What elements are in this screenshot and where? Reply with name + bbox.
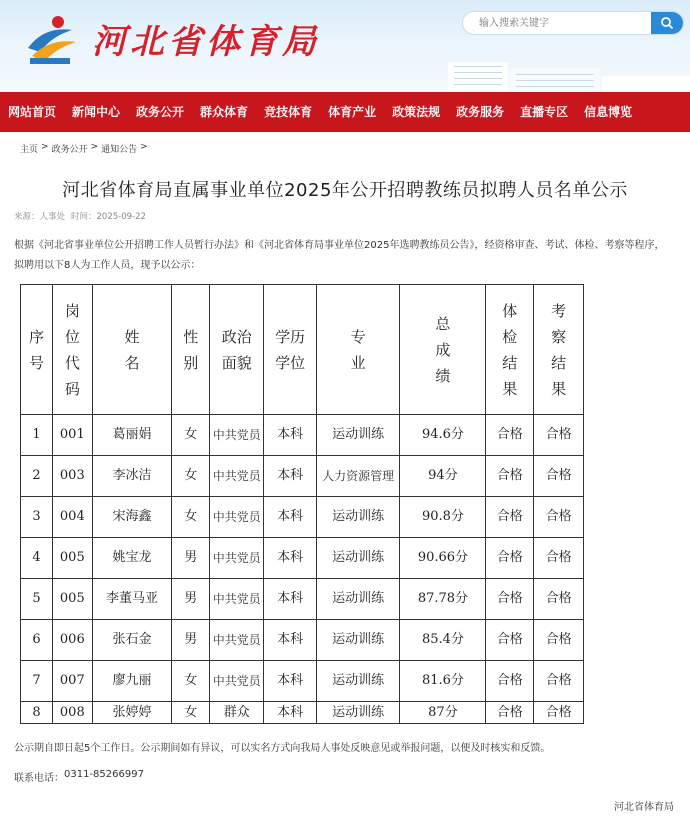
contact-label: 联系电话： (14, 773, 64, 784)
cell-total-score: 94.6分 (400, 415, 486, 456)
cell-name: 姚宝龙 (92, 538, 172, 579)
publicity-notice: 公示期自即日起5个工作日。公示期间如有异议，可以实名方式向我局人事处反映意见或举报问题，以便及时核实和反馈。 (14, 743, 551, 754)
cell-post-code: 005 (53, 538, 93, 579)
article-meta (14, 210, 146, 222)
cell-political-status: 中共党员 (210, 538, 264, 579)
cell-education: 本科 (264, 661, 316, 702)
search-input[interactable] (463, 12, 651, 34)
header-label: 总成绩 (435, 314, 451, 385)
breadcrumb-separator: > (140, 142, 148, 152)
cell-gender: 女 (172, 661, 210, 702)
cell-inspection-result: 合格 (534, 702, 584, 724)
cell-inspection-result: 合格 (534, 538, 584, 579)
cell-post-code: 007 (53, 661, 93, 702)
cell-post-code: 001 (53, 415, 93, 456)
cell-inspection-result: 合格 (534, 456, 584, 497)
cell-name: 葛丽娟 (92, 415, 172, 456)
header-cell (210, 285, 264, 415)
cell-education: 本科 (264, 579, 316, 620)
cell-inspection-result: 合格 (534, 661, 584, 702)
cell-inspection-result: 合格 (534, 620, 584, 661)
nav-item-competitive-sports[interactable]: 竞技体育 (264, 105, 313, 119)
cell-index: 4 (21, 538, 53, 579)
contact-line (14, 769, 144, 784)
cell-physical-result: 合格 (486, 456, 534, 497)
search-icon (660, 16, 674, 30)
cell-name: 廖九丽 (92, 661, 172, 702)
breadcrumb-gov-affairs[interactable]: 政务公开 (51, 145, 88, 155)
cell-major: 运动训练 (316, 579, 400, 620)
cell-post-code: 005 (53, 579, 93, 620)
nav-item-info[interactable]: 信息博览 (584, 105, 633, 119)
cell-education: 本科 (264, 415, 316, 456)
nav-item-gov-affairs[interactable]: 政务公开 (136, 105, 185, 119)
header-buildings-image (430, 48, 690, 92)
cell-major: 运动训练 (316, 702, 400, 724)
header-label: 序号 (29, 327, 45, 372)
cell-index: 7 (21, 661, 53, 702)
breadcrumb-notices[interactable]: 通知公告 (101, 145, 138, 155)
cell-physical-result: 合格 (486, 702, 534, 724)
site-logo-icon[interactable] (22, 8, 82, 68)
cell-post-code: 008 (53, 702, 93, 724)
cell-index: 8 (21, 702, 53, 724)
table-row (21, 497, 584, 538)
breadcrumb (20, 142, 148, 155)
cell-physical-result: 合格 (486, 620, 534, 661)
table-row (21, 579, 584, 620)
header-label: 考察结果 (551, 301, 567, 398)
search-button[interactable] (651, 12, 683, 34)
cell-total-score: 81.6分 (400, 661, 486, 702)
header-label: 学历学位 (275, 327, 306, 372)
header-cell (21, 285, 53, 415)
header-cell (92, 285, 172, 415)
cell-name: 张石金 (92, 620, 172, 661)
breadcrumb-home[interactable]: 主页 (20, 145, 39, 155)
header-label: 体检结果 (502, 301, 518, 398)
search-box (462, 11, 684, 35)
cell-post-code: 004 (53, 497, 93, 538)
header-label: 岗位代码 (64, 301, 80, 398)
cell-name: 李董马亚 (92, 579, 172, 620)
site-title[interactable]: 河北省体育局 (92, 22, 320, 62)
cell-gender: 女 (172, 702, 210, 724)
cell-education: 本科 (264, 620, 316, 661)
breadcrumb-separator: > (90, 142, 99, 152)
cell-total-score: 85.4分 (400, 620, 486, 661)
nav-item-live[interactable]: 直播专区 (520, 105, 569, 119)
cell-index: 1 (21, 415, 53, 456)
cell-name: 张婷婷 (92, 702, 172, 724)
cell-gender: 男 (172, 579, 210, 620)
table-row (21, 538, 584, 579)
cell-physical-result: 合格 (486, 415, 534, 456)
header-cell (534, 285, 584, 415)
cell-physical-result: 合格 (486, 497, 534, 538)
cell-major: 运动训练 (316, 415, 400, 456)
nav-item-home[interactable]: 网站首页 (8, 105, 57, 119)
cell-gender: 男 (172, 620, 210, 661)
table-row (21, 702, 584, 724)
cell-post-code: 003 (53, 456, 93, 497)
cell-gender: 女 (172, 456, 210, 497)
cell-education: 本科 (264, 702, 316, 724)
cell-total-score: 87.78分 (400, 579, 486, 620)
cell-physical-result: 合格 (486, 661, 534, 702)
cell-inspection-result: 合格 (534, 579, 584, 620)
cell-total-score: 90.66分 (400, 538, 486, 579)
cell-gender: 女 (172, 497, 210, 538)
nav-item-services[interactable]: 政务服务 (456, 105, 505, 119)
cell-total-score: 87分 (400, 702, 486, 724)
issuer-signature: 河北省体育局 (614, 802, 674, 813)
cell-index: 5 (21, 579, 53, 620)
table-row (21, 415, 584, 456)
cell-index: 2 (21, 456, 53, 497)
contact-phone: 0311-85266997 (64, 769, 144, 780)
cell-political-status: 中共党员 (210, 661, 264, 702)
cell-inspection-result: 合格 (534, 415, 584, 456)
article-intro: 根据《河北省事业单位公开招聘工作人员暂行办法》和《河北省体育局事业单位2025年选聘教练员公告》，经资格审查、考试、体检、考察等程序，拟聘用以下8人为工作人员，现予以公示： (14, 240, 665, 271)
table-row (21, 620, 584, 661)
cell-total-score: 94分 (400, 456, 486, 497)
cell-gender: 男 (172, 538, 210, 579)
cell-index: 3 (21, 497, 53, 538)
nav-item-mass-sports[interactable]: 群众体育 (200, 105, 249, 119)
site-header (0, 0, 690, 92)
header-cell (486, 285, 534, 415)
nav-item-sports-industry[interactable]: 体育产业 (328, 105, 377, 119)
table-row (21, 661, 584, 702)
cell-major: 人力资源管理 (316, 456, 400, 497)
cell-political-status: 中共党员 (210, 579, 264, 620)
cell-major: 运动训练 (316, 620, 400, 661)
cell-political-status: 中共党员 (210, 456, 264, 497)
cell-physical-result: 合格 (486, 538, 534, 579)
cell-major: 运动训练 (316, 538, 400, 579)
cell-name: 宋海鑫 (92, 497, 172, 538)
header-cell (172, 285, 210, 415)
cell-political-status: 中共党员 (210, 415, 264, 456)
table-header-row (21, 285, 584, 415)
cell-political-status: 群众 (210, 702, 264, 724)
cell-education: 本科 (264, 538, 316, 579)
header-cell (264, 285, 316, 415)
nav-item-news[interactable]: 新闻中心 (72, 105, 121, 119)
header-label: 专业 (350, 327, 366, 372)
article-time: 时间：2025-09-22 (71, 212, 146, 222)
header-cell (316, 285, 400, 415)
cell-inspection-result: 合格 (534, 497, 584, 538)
candidate-table (20, 284, 584, 724)
cell-education: 本科 (264, 456, 316, 497)
header-label: 政治面貌 (221, 327, 252, 372)
article-source: 来源：人事处 (14, 212, 66, 222)
cell-education: 本科 (264, 497, 316, 538)
header-label: 姓名 (124, 327, 140, 372)
cell-major: 运动训练 (316, 497, 400, 538)
nav-item-policies[interactable]: 政策法规 (392, 105, 441, 119)
cell-political-status: 中共党员 (210, 620, 264, 661)
cell-physical-result: 合格 (486, 579, 534, 620)
main-nav (0, 92, 690, 132)
cell-name: 李冰洁 (92, 456, 172, 497)
header-label: 性别 (183, 327, 199, 372)
breadcrumb-separator: > (41, 142, 49, 152)
header-cell (53, 285, 93, 415)
header-cell (400, 285, 486, 415)
cell-political-status: 中共党员 (210, 497, 264, 538)
table-row (21, 456, 584, 497)
cell-index: 6 (21, 620, 53, 661)
cell-post-code: 006 (53, 620, 93, 661)
page-title: 河北省体育局直属事业单位2025年公开招聘教练员拟聘人员名单公示 (62, 180, 628, 201)
cell-gender: 女 (172, 415, 210, 456)
cell-major: 运动训练 (316, 661, 400, 702)
cell-total-score: 90.8分 (400, 497, 486, 538)
